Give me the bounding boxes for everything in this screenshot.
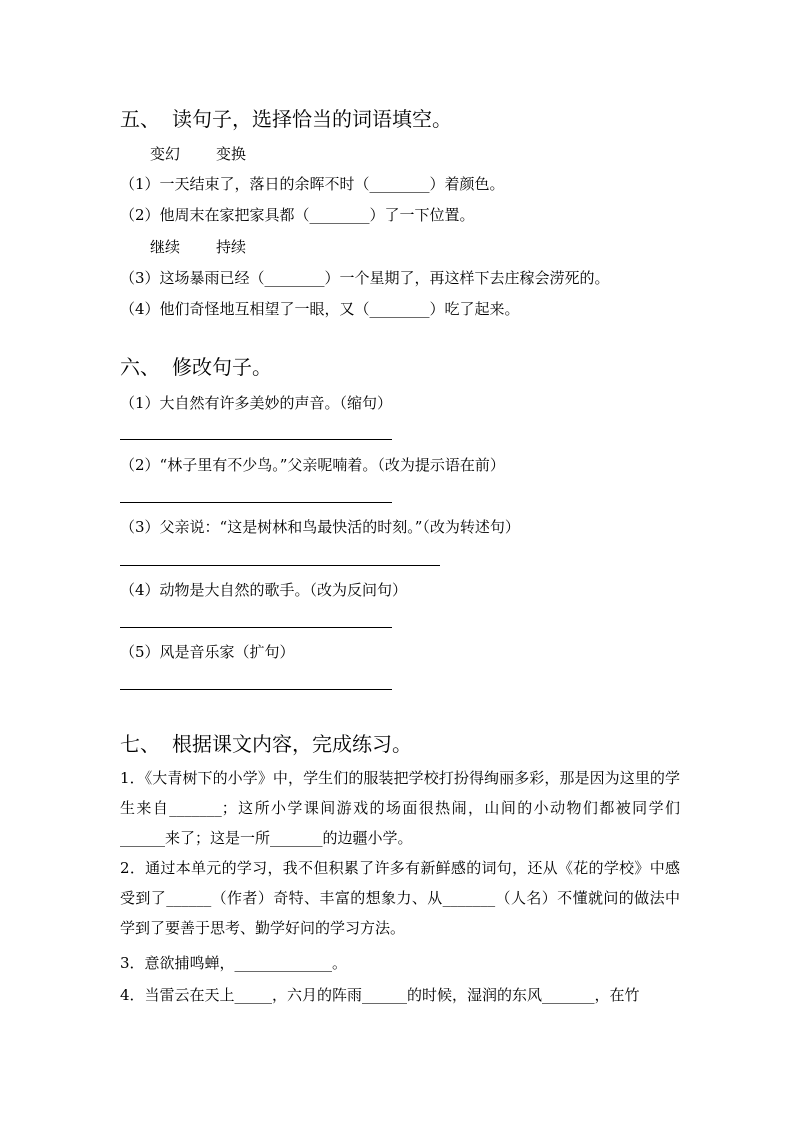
section7-item-1: 1．《大青树下的小学》中，学生们的服装把学校打扮得绚丽多彩，那是因为这里的学生来自_______；这所小学课间游戏的场面很热闹，山间的小动物们都被同学们______来了；这是一所_______的边疆小学。 <box>120 769 680 847</box>
section6-item-5: （5）风是音乐家（扩句） <box>120 643 295 661</box>
section6-heading <box>120 355 272 379</box>
word-choice: 持续 <box>216 238 247 256</box>
section5-item-2: （2）他周末在家把家具都（________）了一下位置。 <box>120 206 475 224</box>
section7-number: 七、 <box>120 732 160 756</box>
section6-item-2: （2）“林子里有不少鸟。”父亲呢喃着。（改为提示语在前） <box>120 456 505 474</box>
section6-title: 修改句子。 <box>172 355 272 379</box>
word-choice: 变换 <box>216 145 247 163</box>
word-choice: 继续 <box>150 238 181 256</box>
section7-item-2: 2．通过本单元的学习，我不但积累了许多有新鲜感的词句，还从《花的学校》中感受到了______（作者）奇特、丰富的想象力、从_______（人名）不懂就问的做法中学到了要善于思考、勤学好问的学习方法。 <box>120 859 680 937</box>
answer-line[interactable] <box>120 439 392 440</box>
section7-item-3: 3．意欲捕鸣蝉，_____________。 <box>120 954 348 972</box>
section5-title: 读句子，选择恰当的词语填空。 <box>172 107 452 131</box>
section5-item-3: （3）这场暴雨已经（________）一个星期了，再这样下去庄稼会涝死的。 <box>120 269 610 287</box>
answer-line[interactable] <box>120 627 392 628</box>
section7-heading <box>120 732 412 756</box>
section6-item-1: （1）大自然有许多美妙的声音。（缩句） <box>120 394 393 412</box>
section7-title: 根据课文内容，完成练习。 <box>172 732 412 756</box>
section6-number: 六、 <box>120 355 160 379</box>
answer-line[interactable] <box>120 689 392 690</box>
section5-number: 五、 <box>120 107 160 131</box>
section6-item-3: （3）父亲说：“这是树林和鸟最快活的时刻。”（改为转述句） <box>120 518 520 536</box>
section7-item-4: 4．当雷云在天上_____，六月的阵雨______的时候，湿润的东风_______，在竹 <box>120 986 640 1004</box>
word-choice: 变幻 <box>150 145 181 163</box>
answer-line[interactable] <box>120 502 392 503</box>
section5-item-4: （4）他们奇怪地互相望了一眼，又（________）吃了起来。 <box>120 300 520 318</box>
answer-line[interactable] <box>120 565 440 566</box>
section5-heading <box>120 107 452 131</box>
section5-word-choices-a <box>150 144 282 164</box>
section5-item-1: （1）一天结束了，落日的余晖不时（________）着颜色。 <box>120 175 505 193</box>
section6-item-4: （4）动物是大自然的歌手。（改为反问句） <box>120 581 408 599</box>
section5-word-choices-b <box>150 237 282 257</box>
